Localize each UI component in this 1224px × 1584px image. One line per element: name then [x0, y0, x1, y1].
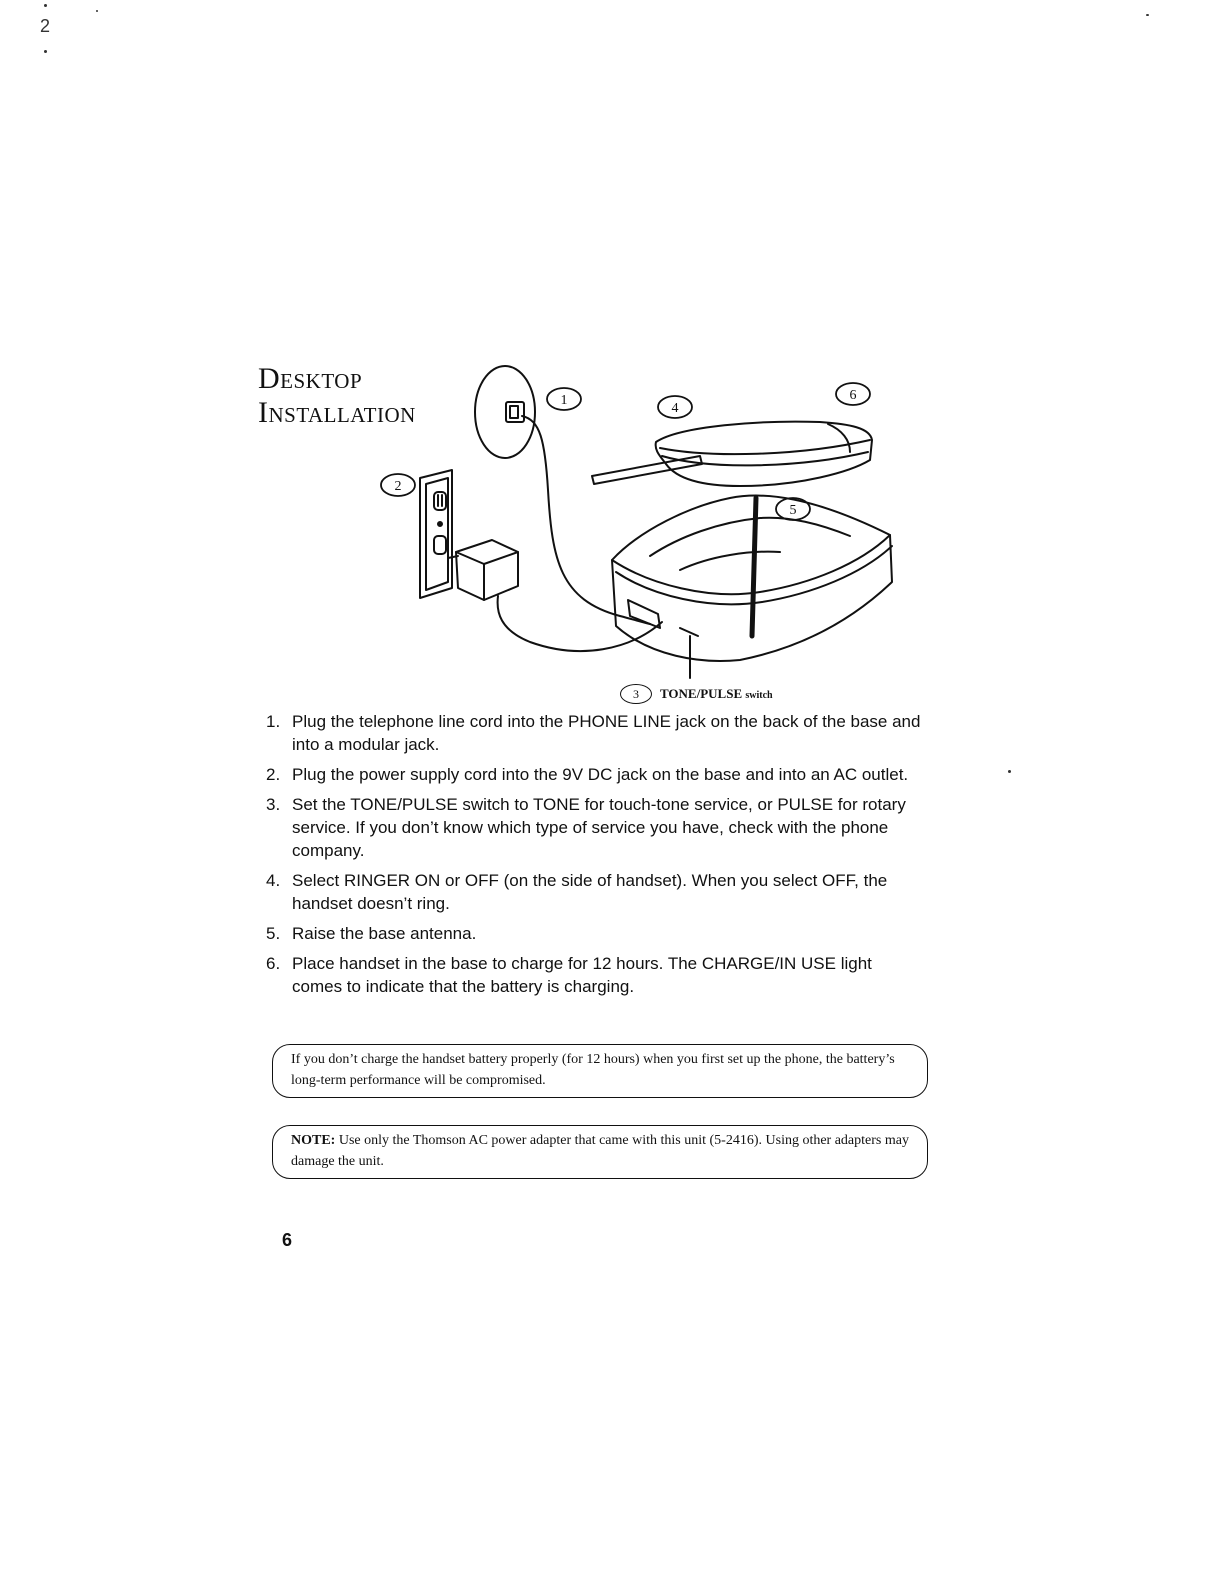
handset: [592, 422, 872, 486]
installation-steps: [266, 710, 926, 1005]
modular-jack-inset: [475, 366, 535, 458]
page-number: 6: [282, 1230, 293, 1250]
callout-4: [658, 396, 692, 418]
step-text: Raise the base antenna.: [292, 924, 477, 943]
ac-outlet: [420, 470, 452, 598]
step-text: Plug the power supply cord into the 9V DC jack on the base and into an AC outlet.: [292, 765, 909, 784]
section-title-line1: Desktop: [258, 362, 363, 395]
scan-speck: [1008, 770, 1011, 773]
caption-label: TONE/PULSE: [660, 686, 743, 701]
section-title-line2: Installation: [258, 396, 416, 429]
scan-speck: [96, 10, 98, 12]
figure-caption: [620, 680, 773, 708]
power-adapter: [448, 540, 518, 600]
step-text: Select RINGER ON or OFF (on the side of handset). When you select OFF, the handset doesn’t ring.: [292, 871, 888, 913]
step-item: [266, 952, 926, 998]
callout-2-label: 2: [394, 479, 402, 494]
step-number: 3.: [266, 795, 281, 814]
callout-5: [776, 498, 810, 520]
adapter-note-lead: NOTE:: [291, 1133, 336, 1148]
battery-note: If you don’t charge the handset battery properly (for 12 hours) when you first set up the phone, the battery’s long-term performance will be compromised.: [272, 1044, 928, 1098]
scan-page-number: 2: [40, 16, 51, 36]
scan-speck: [44, 4, 47, 7]
step-item: [266, 710, 926, 756]
step-number: 1.: [266, 712, 281, 731]
adapter-note: [272, 1125, 928, 1179]
phone-line-cord: [522, 416, 650, 624]
scan-speck: [44, 50, 47, 53]
step-item: [266, 869, 926, 915]
callout-1-label: 1: [560, 393, 568, 408]
step-text: Plug the telephone line cord into the PHONE LINE jack on the back of the base and into a modular jack.: [292, 712, 921, 754]
scan-speck: [1146, 14, 1149, 16]
adapter-note-text: Use only the Thomson AC power adapter that came with this unit (5-2416). Using other adapters may damage the unit.: [291, 1133, 909, 1169]
step-number: 2.: [266, 765, 281, 784]
step-item: [266, 763, 926, 786]
step-text: Set the TONE/PULSE switch to TONE for touch-tone service, or PULSE for rotary service. If you don’t know which type of service you have, check with the phone company.: [292, 795, 906, 860]
callout-5-label: 5: [789, 503, 797, 518]
step-number: 5.: [266, 924, 281, 943]
callout-6: [836, 383, 870, 405]
step-item: [266, 793, 926, 862]
callout-2: [381, 474, 415, 496]
caption-suffix: switch: [745, 690, 773, 701]
step-item: [266, 922, 926, 945]
step-text: Place handset in the base to charge for 12 hours. The CHARGE/IN USE light comes to indicate that the battery is charging.: [292, 954, 872, 996]
step-number: 6.: [266, 954, 281, 973]
installation-illustration: [380, 360, 920, 710]
step-number: 4.: [266, 871, 281, 890]
callout-4-label: 4: [671, 401, 679, 416]
callout-6-label: 6: [849, 388, 857, 403]
callout-1: [547, 388, 581, 410]
caption-callout-3: 3: [620, 684, 652, 704]
